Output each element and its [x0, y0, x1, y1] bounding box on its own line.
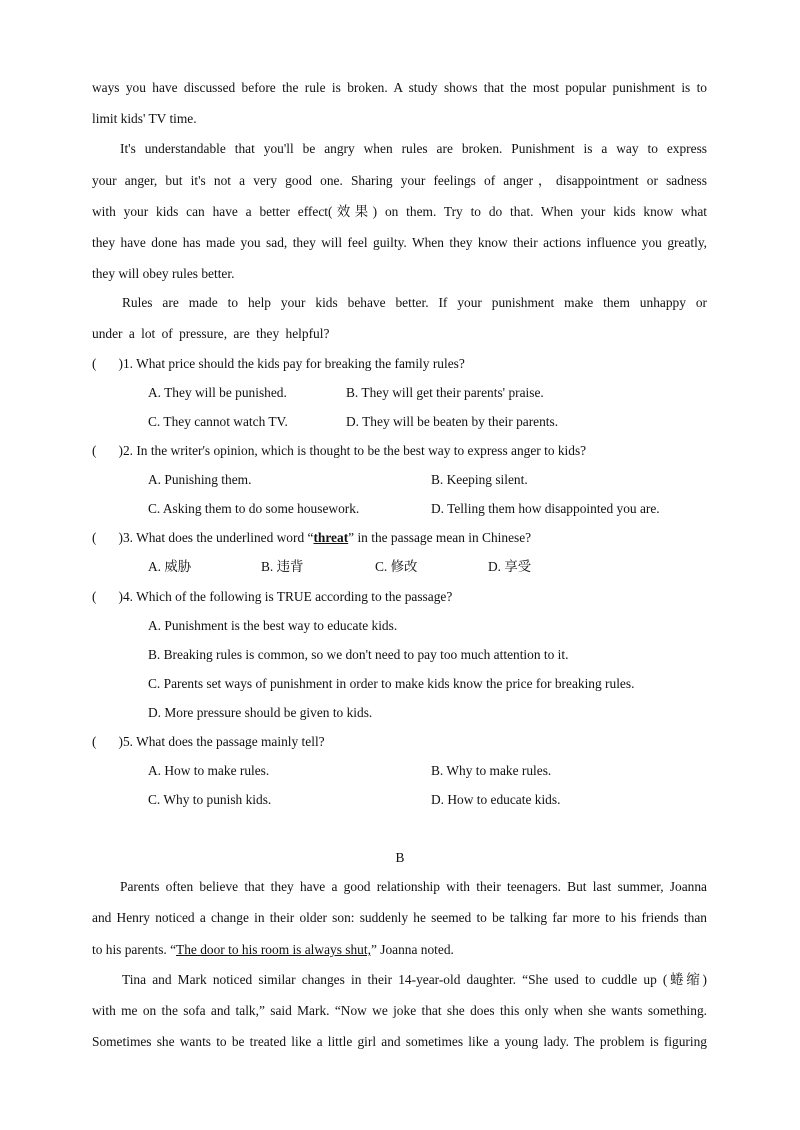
option-b: B. 违背: [261, 559, 304, 574]
option-a: A. Punishment is the best way to educate kids.: [148, 618, 398, 633]
section-heading: B: [395, 850, 405, 865]
answer-paren-close: ): [118, 589, 123, 604]
answer-paren-close: ): [118, 443, 123, 458]
answer-paren-open: (: [92, 530, 97, 545]
option-d: D. They will be beaten by their parents.: [346, 414, 559, 429]
question-stem: ” in the passage mean in Chinese?: [348, 530, 532, 545]
question-4: [92, 589, 452, 605]
answer-paren-open: (: [92, 734, 97, 749]
answer-paren-close: ): [118, 530, 123, 545]
passage-line: It's understandable that you'll be angry when rules are broken. Punishment is a way to express: [120, 141, 707, 156]
question-1: [92, 356, 465, 372]
option-b: B. Why to make rules.: [431, 763, 552, 778]
underlined-sentence: The door to his room is always shut,: [176, 942, 371, 957]
option-b: B. They will get their parents' praise.: [346, 385, 544, 400]
passage-line: your anger, but it's not a very good one. Sharing your feelings of anger，disappointment or sadness: [92, 173, 707, 188]
question-stem: 1. What price should the kids pay for breaking the family rules?: [122, 356, 465, 371]
passage-line: Rules are made to help your kids behave better. If your punishment make them unhappy or: [122, 295, 707, 310]
question-stem: 2. In the writer's opinion, which is thought to be the best way to express anger to kids?: [122, 443, 587, 458]
option-d: D. How to educate kids.: [431, 792, 561, 807]
question-5: [92, 734, 325, 750]
passage-line: Sometimes she wants to be treated like a little girl and sometimes like a young lady. The problem is figuring: [92, 1034, 707, 1049]
answer-paren-close: ): [118, 734, 123, 749]
option-b: B. Breaking rules is common, so we don't need to pay too much attention to it.: [148, 647, 569, 662]
passage-line: ways you have discussed before the rule is broken. A study shows that the most popular punishment is to: [92, 80, 707, 95]
option-a: A. How to make rules.: [148, 763, 270, 778]
answer-paren-open: (: [92, 589, 97, 604]
passage-line: with me on the sofa and talk,” said Mark. “Now we joke that she does this only when she wants something.: [92, 1003, 707, 1018]
answer-paren-open: (: [92, 443, 97, 458]
passage-line: they have done has made you sad, they will feel guilty. When they know their actions influence you greatly,: [92, 235, 707, 250]
option-a: A. They will be punished.: [148, 385, 287, 400]
passage-line: under a lot of pressure, are they helpful?: [92, 326, 330, 341]
question-stem: 4. Which of the following is TRUE according to the passage?: [122, 589, 453, 604]
option-c: C. 修改: [375, 559, 418, 574]
answer-paren-open: (: [92, 356, 97, 371]
option-d: D. 享受: [488, 559, 532, 574]
option-c: C. They cannot watch TV.: [148, 414, 288, 429]
text-run: ” Joanna noted.: [370, 942, 454, 957]
passage-line: [92, 942, 454, 958]
passage-line: Tina and Mark noticed similar changes in their 14-year-old daughter. “She used to cuddle up (蜷缩): [122, 972, 707, 987]
option-d: D. Telling them how disappointed you are.: [431, 501, 660, 516]
question-stem: 5. What does the passage mainly tell?: [122, 734, 325, 749]
passage-line: with your kids can have a better effect(效果) on them. Try to do that. When your kids know what: [92, 204, 707, 219]
passage-line: and Henry noticed a change in their older son: suddenly he seemed to be talking far more to his friends than: [92, 910, 707, 925]
question-2: [92, 443, 586, 459]
question-stem: 3. What does the underlined word “: [122, 530, 314, 545]
passage-line: limit kids' TV time.: [92, 111, 197, 126]
passage-line: Parents often believe that they have a good relationship with their teenagers. But last summer, Joanna: [120, 879, 707, 894]
passage-line: they will obey rules better.: [92, 266, 235, 281]
option-c: C. Parents set ways of punishment in order to make kids know the price for breaking rules.: [148, 676, 635, 691]
question-3: [92, 530, 531, 546]
option-a: A. 威胁: [148, 559, 192, 574]
option-b: B. Keeping silent.: [431, 472, 528, 487]
underlined-word: threat: [313, 530, 349, 545]
text-run: to his parents. “: [92, 942, 177, 957]
option-c: C. Why to punish kids.: [148, 792, 272, 807]
option-d: D. More pressure should be given to kids.: [148, 705, 373, 720]
option-c: C. Asking them to do some housework.: [148, 501, 360, 516]
option-a: A. Punishing them.: [148, 472, 252, 487]
answer-paren-close: ): [118, 356, 123, 371]
